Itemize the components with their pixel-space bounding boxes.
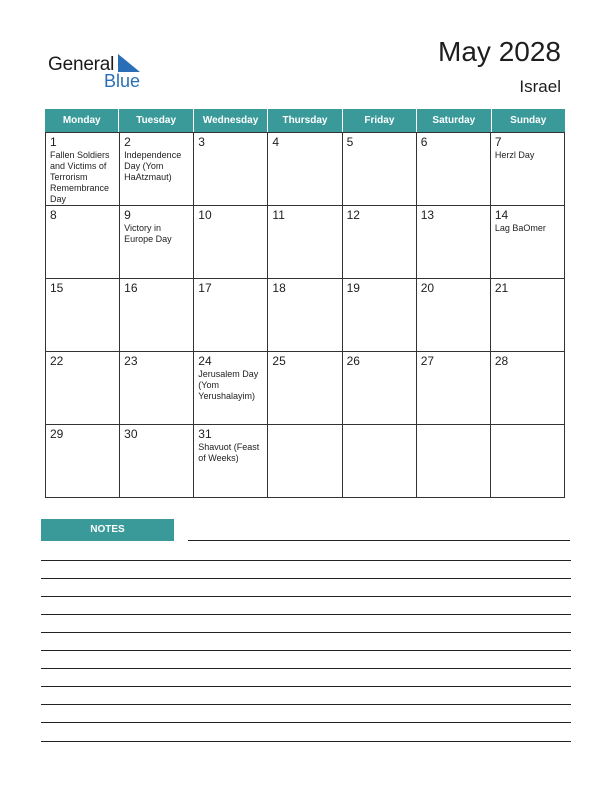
day-cell: [268, 279, 342, 352]
note-line: [41, 578, 571, 579]
day-cell: [417, 352, 491, 425]
day-cell: [268, 206, 342, 279]
weekday-tuesday: Tuesday: [119, 109, 193, 132]
weekday-friday: Friday: [343, 109, 417, 132]
day-cell: [343, 425, 417, 498]
note-line: [41, 686, 571, 687]
holiday-label: Shavuot (Feast of Weeks): [198, 442, 260, 463]
day-number: 2: [124, 135, 131, 149]
week-row: [46, 206, 565, 279]
day-number: 7: [494, 135, 502, 149]
day-cell: [491, 425, 565, 498]
day-number: 16: [124, 281, 138, 295]
holiday-label: Jerusalem Day (Yom Yerushalayim): [198, 369, 259, 401]
weekday-wednesday: Wednesday: [194, 109, 268, 132]
day-number: 17: [198, 281, 212, 295]
day-cell: [194, 206, 268, 279]
note-line: [41, 704, 571, 705]
week-row: [46, 425, 565, 498]
day-cell: [417, 206, 491, 279]
generalblue-logo: [48, 52, 158, 92]
day-number: 19: [346, 281, 360, 295]
day-cell: [120, 425, 194, 498]
day-cell: [194, 133, 268, 206]
holiday-label: Fallen Soldiers and Victims of Terrorism Remembrance Day: [50, 150, 110, 204]
day-cell: [194, 352, 268, 425]
calendar-grid: [45, 109, 565, 498]
day-cell: [120, 352, 194, 425]
logo-text-general: General: [48, 54, 115, 75]
notes-label: NOTES: [41, 519, 174, 541]
day-number: 21: [494, 281, 509, 295]
day-cell: [343, 279, 417, 352]
note-line: [41, 741, 571, 742]
day-cell: [120, 133, 194, 206]
day-cell: [46, 352, 120, 425]
day-cell: [268, 352, 342, 425]
holiday-label: Herzl Day: [494, 150, 535, 160]
day-cell: [343, 206, 417, 279]
day-number: 12: [346, 208, 360, 222]
day-number: 23: [124, 354, 138, 368]
day-cell: [120, 206, 194, 279]
day-number: 20: [420, 281, 435, 295]
note-line: [41, 614, 571, 615]
day-cell: [491, 279, 565, 352]
day-number: 9: [124, 208, 131, 222]
day-number: 3: [198, 135, 205, 149]
country-label: Israel: [519, 77, 561, 96]
day-cell: [46, 206, 120, 279]
day-number: 29: [50, 427, 64, 441]
day-cell: [46, 279, 120, 352]
day-cell: [417, 133, 491, 206]
day-number: 25: [272, 354, 286, 368]
weekday-header: [45, 109, 565, 132]
note-line: [188, 540, 570, 541]
note-line: [41, 632, 571, 633]
day-number: 13: [420, 208, 435, 222]
day-number: 27: [420, 354, 435, 368]
day-number: 14: [494, 208, 509, 222]
weekday-thursday: Thursday: [268, 109, 342, 132]
logo-triangle-icon: [118, 54, 140, 72]
day-number: 4: [272, 135, 280, 149]
weekday-sunday: Sunday: [510, 115, 547, 126]
day-number: 22: [50, 354, 64, 368]
day-number: 30: [124, 427, 138, 441]
day-cell: [417, 425, 491, 498]
day-number: 26: [346, 354, 360, 368]
day-cell: [343, 133, 417, 206]
day-cell: [491, 133, 565, 206]
day-number: 5: [346, 135, 354, 149]
month-title: May 2028: [438, 36, 561, 67]
day-cell: [194, 425, 268, 498]
day-cell: [491, 206, 565, 279]
note-line: [41, 722, 571, 723]
weekday-saturday: Saturday: [417, 109, 491, 132]
day-number: 15: [50, 281, 64, 295]
holiday-label: Lag BaOmer: [494, 223, 546, 233]
day-grid: [45, 132, 565, 498]
day-cell: [46, 425, 120, 498]
weekday-monday: Monday: [45, 109, 119, 132]
day-number: 24: [198, 354, 212, 368]
logo-text-blue: Blue: [104, 71, 141, 91]
week-row: [46, 279, 565, 352]
day-cell: [417, 279, 491, 352]
day-cell: [268, 133, 342, 206]
note-line: [41, 668, 571, 669]
day-number: 1: [50, 135, 57, 149]
day-cell: [343, 352, 417, 425]
day-number: 11: [272, 208, 285, 222]
day-number: 28: [494, 354, 509, 368]
day-cell: [120, 279, 194, 352]
day-number: 18: [272, 281, 286, 295]
week-row: [46, 133, 565, 206]
week-row: [46, 352, 565, 425]
day-cell: [46, 133, 120, 206]
holiday-label: Victory in Europe Day: [124, 223, 172, 244]
day-cell: [491, 352, 565, 425]
day-number: 10: [198, 208, 212, 222]
day-cell: [268, 425, 342, 498]
note-line: [41, 560, 571, 561]
holiday-label: Independence Day (Yom HaAtzmaut): [124, 150, 182, 182]
note-line: [41, 596, 571, 597]
day-number: 8: [50, 208, 57, 222]
day-number: 6: [420, 135, 428, 149]
note-line: [41, 650, 571, 651]
day-cell: [194, 279, 268, 352]
day-number: 31: [198, 427, 212, 441]
